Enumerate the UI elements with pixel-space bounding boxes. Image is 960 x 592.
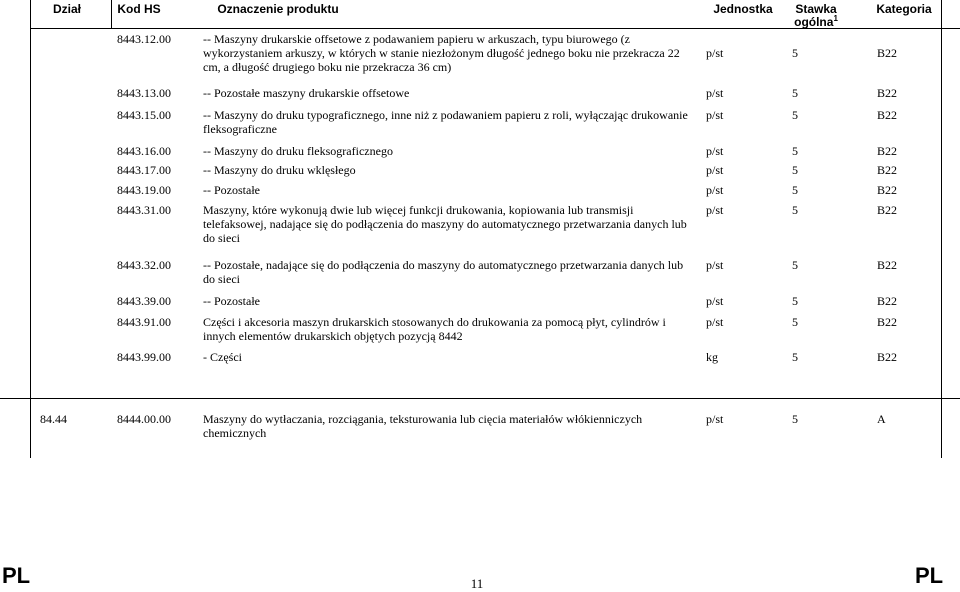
cell-description: -- Pozostałe bbox=[203, 294, 260, 308]
cell-description: Części i akcesoria maszyn drukarskich stosowanych do drukowania za pomocą płyt, cylindrów i innych elementów drukarskich objętych pozycją 8442 bbox=[203, 315, 666, 343]
cell-code: 8443.16.00 bbox=[117, 144, 171, 158]
header-jednostka: Jednostka bbox=[713, 2, 773, 16]
cell-unit: p/st bbox=[706, 203, 724, 217]
cell-unit: p/st bbox=[706, 163, 724, 177]
cell-rate: 5 bbox=[792, 108, 798, 122]
cell-category: B22 bbox=[877, 203, 898, 217]
cell-code: 8443.99.00 bbox=[117, 350, 171, 364]
cell-unit: p/st bbox=[706, 144, 724, 158]
cell-code: 8443.19.00 bbox=[117, 183, 171, 197]
header-oznaczenie: Oznaczenie produktu bbox=[217, 2, 339, 16]
cell-description: -- Pozostałe bbox=[203, 183, 260, 197]
cell-category: B22 bbox=[877, 258, 898, 272]
cell-description: -- Maszyny drukarskie offsetowe z podawaniem papieru w arkuszach, typu biurowego (z wykorzystaniem arkuszy, w których w stanie niezłożonym długość jednego boku nie przekracza 22 cm, a długość drugiego boku nie przekracza 36 cm) bbox=[203, 32, 680, 74]
cell-category: B22 bbox=[877, 46, 898, 60]
cell-description: -- Maszyny do druku wklęsłego bbox=[203, 163, 356, 177]
header-stawka-line2: ogólna bbox=[794, 15, 834, 29]
cell-category: B22 bbox=[877, 108, 898, 122]
cell-description: -- Pozostałe, nadające się do podłączenia do maszyny do automatycznego przetwarzania danych lub do sieci bbox=[203, 258, 684, 286]
cell-category: A bbox=[877, 412, 886, 426]
header-stawka bbox=[786, 3, 846, 29]
section-divider bbox=[0, 398, 960, 399]
table-border-left bbox=[30, 0, 31, 458]
header-stawka-line1: Stawka bbox=[795, 2, 837, 16]
cell-category: B22 bbox=[877, 315, 898, 329]
cell-code: 8444.00.00 bbox=[117, 412, 171, 426]
cell-rate: 5 bbox=[792, 163, 798, 177]
cell-rate: 5 bbox=[792, 86, 798, 100]
cell-description: Maszyny, które wykonują dwie lub więcej funkcji drukowania, kopiowania lub transmisji telefaksowej, nadające się do podłączenia do maszyny do automatycznego przetwarzania danych lub do sieci bbox=[203, 203, 687, 245]
header-kategoria: Kategoria bbox=[876, 2, 932, 16]
cell-description: -- Maszyny do druku typograficznego, inne niż z podawaniem papieru z roli, wyłączając drukowanie fleksograficzne bbox=[203, 108, 688, 136]
cell-description: - Części bbox=[203, 350, 242, 364]
cell-code: 8443.91.00 bbox=[117, 315, 171, 329]
header-dzial: Dział bbox=[52, 2, 81, 16]
header-stawka-footnote: 1 bbox=[833, 14, 838, 23]
cell-code: 8443.17.00 bbox=[117, 163, 171, 177]
cell-unit: p/st bbox=[706, 183, 724, 197]
cell-description: -- Maszyny do druku fleksograficznego bbox=[203, 144, 393, 158]
cell-description: -- Pozostałe maszyny drukarskie offsetowe bbox=[203, 86, 410, 100]
cell-code: 8443.32.00 bbox=[117, 258, 171, 272]
cell-unit: p/st bbox=[706, 108, 724, 122]
cell-rate: 5 bbox=[792, 412, 798, 426]
cell-rate: 5 bbox=[792, 183, 798, 197]
cell-rate: 5 bbox=[792, 46, 798, 60]
cell-unit: p/st bbox=[706, 315, 724, 329]
cell-rate: 5 bbox=[792, 258, 798, 272]
cell-category: B22 bbox=[877, 163, 898, 177]
cell-code: 8443.12.00 bbox=[117, 32, 171, 46]
cell-category: B22 bbox=[877, 86, 898, 100]
cell-code: 8443.15.00 bbox=[117, 108, 171, 122]
cell-unit: p/st bbox=[706, 258, 724, 272]
cell-category: B22 bbox=[877, 144, 898, 158]
cell-rate: 5 bbox=[792, 315, 798, 329]
cell-rate: 5 bbox=[792, 203, 798, 217]
cell-rate: 5 bbox=[792, 350, 798, 364]
cell-category: B22 bbox=[877, 183, 898, 197]
cell-unit: p/st bbox=[706, 46, 724, 60]
cell-rate: 5 bbox=[792, 294, 798, 308]
cell-code: 8443.13.00 bbox=[117, 86, 171, 100]
table-border-right bbox=[941, 0, 942, 458]
footer-lang-left: PL bbox=[2, 563, 31, 588]
cell-category: B22 bbox=[877, 294, 898, 308]
cell-unit: kg bbox=[706, 350, 718, 364]
footer-lang-right: PL bbox=[915, 563, 944, 588]
column-divider bbox=[111, 0, 112, 28]
header-kod-hs: Kod HS bbox=[117, 2, 161, 16]
cell-unit: p/st bbox=[706, 294, 724, 308]
cell-unit: p/st bbox=[706, 412, 724, 426]
cell-category: B22 bbox=[877, 350, 898, 364]
page-number: 11 bbox=[470, 576, 484, 591]
cell-rate: 5 bbox=[792, 144, 798, 158]
cell-code: 8443.39.00 bbox=[117, 294, 171, 308]
cell-unit: p/st bbox=[706, 86, 724, 100]
cell-description: Maszyny do wytłaczania, rozciągania, teksturowania lub cięcia materiałów włókienniczych chemicznych bbox=[203, 412, 643, 440]
cell-dzial: 84.44 bbox=[40, 412, 67, 426]
cell-code: 8443.31.00 bbox=[117, 203, 171, 217]
